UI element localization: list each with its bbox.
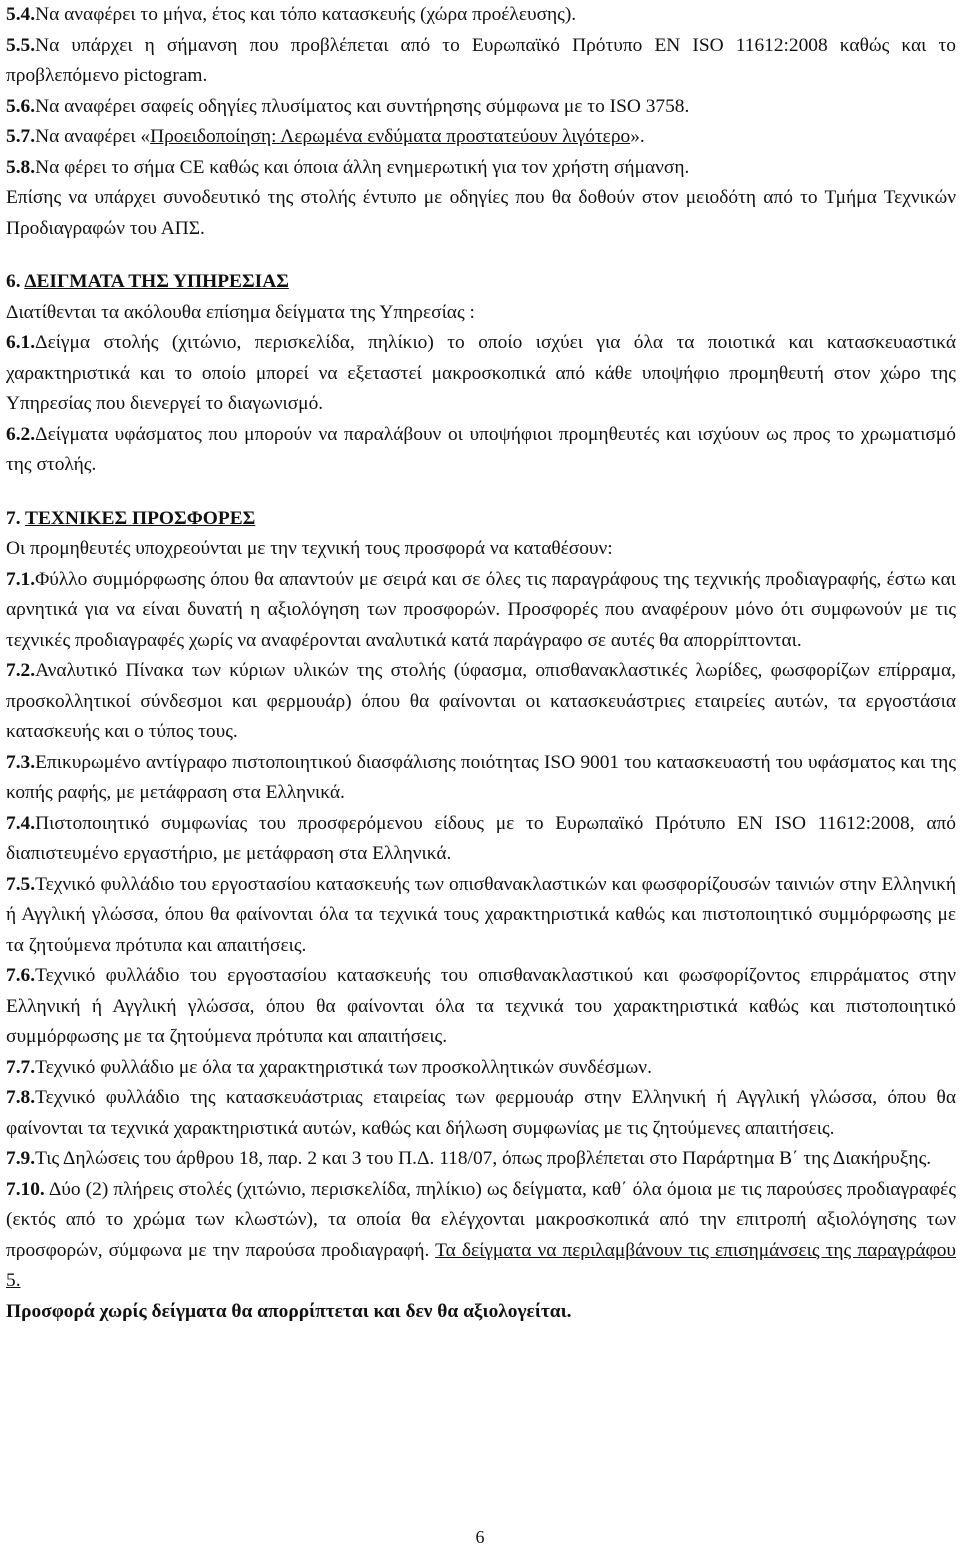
paragraph-accompanying-leaflet: Επίσης να υπάρχει συνοδευτικό της στολής έντυπο με οδηγίες που θα δοθούν στον μειοδότη από το Τμήμα Τεχνικών Προδιαγραφών του ΑΠΣ. xyxy=(6,187,956,239)
item-number: 6.2. xyxy=(6,423,36,445)
section-title: ΤΕΧΝΙΚΕΣ ΠΡΟΣΦΟΡΕΣ xyxy=(25,507,256,529)
item-text: ». xyxy=(630,126,645,147)
item-text: Πιστοποιητικό συμφωνίας του προσφερόμενου είδους με το Ευρωπαϊκό Πρότυπο ΕΝ ISO 11612:2008, από διαπιστευμένο εργαστήριο, με μετάφραση στα Ελληνικά. xyxy=(6,812,956,864)
closing-statement: Προσφορά χωρίς δείγματα θα απορρίπτεται και δεν θα αξιολογείται. xyxy=(6,1300,572,1322)
item-7-3 xyxy=(6,748,956,809)
item-6-2 xyxy=(6,420,956,481)
section-6-heading xyxy=(6,267,956,298)
item-5-6 xyxy=(6,92,956,123)
item-number: 7.7. xyxy=(6,1056,36,1078)
item-text: Τεχνικό φυλλάδιο του εργοστασίου κατασκευής των οπισθανακλαστικών και φωσφορίζουσών ταινιών στην Ελληνική ή Αγγλική γλώσσα, όπου θα φαίνονται όλα τα τεχνικά τους χαρακτηριστικά καθώς και πιστοποιητικό συμμόρφωσης με τα ζητούμενα πρότυπα και απαιτήσεις. xyxy=(6,873,956,956)
item-7-6 xyxy=(6,961,956,1053)
item-number: 7.5. xyxy=(6,873,36,895)
item-7-8 xyxy=(6,1083,956,1144)
item-text: Να υπάρχει η σήμανση που προβλέπεται από το Ευρωπαϊκό Πρότυπο ΕΝ ISO 11612:2008 καθώς και το προβλεπόμενο pictogram. xyxy=(6,34,956,86)
item-number: 7.10. xyxy=(6,1178,45,1200)
item-text: Δείγμα στολής (χιτώνιο, περισκελίδα, πηλίκιο) το οποίο ισχύει για όλα τα ποιοτικά και κατασκευαστικά χαρακτηριστικά και το οποίο μπορεί να εξεταστεί μακροσκοπικά από κάθε υποψήφιο προμηθευτή στον χώρο της Υπηρεσίας που διενεργεί το διαγωνισμό. xyxy=(6,332,956,414)
item-text: Αναλυτικό Πίνακα των κύριων υλικών της στολής (ύφασμα, οπισθανακλαστικές λωρίδες, φωσφορίζων επίρραμα, προσκολλητικοί σύνδεσμοι και φερμουάρ) όπου θα φαίνονται οι κατασκευάστριες εταιρείες αυτών, τα εργοστάσια κατασκευής και ο τύπος τους. xyxy=(6,660,956,742)
item-text-underlined: Τα δείγματα να περιλαμβάνουν τις επισημάνσεις της παραγράφου 5. xyxy=(6,1239,956,1291)
item-number: 5.6. xyxy=(6,95,36,117)
item-7-5 xyxy=(6,870,956,962)
section-6-intro: Διατίθενται τα ακόλουθα επίσημα δείγματα της Υπηρεσίας : xyxy=(6,301,475,323)
item-number: 7.6. xyxy=(6,965,36,986)
document-page xyxy=(6,0,956,1327)
item-text: Τεχνικό φυλλάδιο του εργοστασίου κατασκευής του οπισθανακλαστικού και φωσφορίζοντος επιρράματος στην Ελληνική ή Αγγλική γλώσσα, όπου θα φαίνονται όλα τα τεχνικά του χαρακτηριστικά καθώς και πιστοποιητικό συμμόρφωσης με τα ζητούμενα πρότυπα και απαιτήσεις. xyxy=(6,965,956,1047)
item-6-1 xyxy=(6,328,956,420)
item-number: 7.4. xyxy=(6,812,36,834)
item-7-1 xyxy=(6,565,956,657)
item-number: 7.9. xyxy=(6,1148,36,1169)
item-5-8 xyxy=(6,153,956,184)
item-text-underlined: Προειδοποίηση: Λερωμένα ενδύματα προστατεύουν λιγότερο xyxy=(150,126,631,147)
item-text: Τις Δηλώσεις του άρθρου 18, παρ. 2 και 3 του Π.Δ. 118/07, όπως προβλέπεται στο Παράρτημα Β΄ της Διακήρυξης. xyxy=(35,1148,932,1169)
item-text: Τεχνικό φυλλάδιο με όλα τα χαρακτηριστικά των προσκολλητικών συνδέσμων. xyxy=(35,1056,652,1078)
item-text: Να αναφέρει σαφείς οδηγίες πλυσίματος και συντήρησης σύμφωνα με το ISO 3758. xyxy=(35,95,690,117)
item-5-4 xyxy=(6,0,956,31)
item-number: 5.7. xyxy=(6,126,36,147)
item-text: Να φέρει το σήμα CE καθώς και όποια άλλη ενημερωτική για τον χρήστη σήμανση. xyxy=(35,156,690,178)
section-7-intro: Οι προμηθευτές υποχρεούνται με την τεχνική τους προσφορά να καταθέσουν: xyxy=(6,538,613,559)
item-text: Να αναφέρει « xyxy=(35,126,151,147)
item-7-7 xyxy=(6,1053,956,1084)
item-number: 5.5. xyxy=(6,34,36,56)
item-text: Επικυρωμένο αντίγραφο πιστοποιητικού διασφάλισης ποιότητας ISO 9001 του κατασκευαστή του υφάσματος και της κοπής ραφής, με μετάφραση στα Ελληνικά. xyxy=(6,751,956,803)
item-5-7 xyxy=(6,122,956,153)
item-number: 7.1. xyxy=(6,568,36,590)
item-text: Φύλλο συμμόρφωσης όπου θα απαντούν με σειρά και σε όλες τις παραγράφους της τεχνικής προδιαγραφής, έστω και αρνητικά για να είναι δυνατή η αξιολόγηση των προσφορών. Προσφορές που αναφέρουν μόνο ότι συμφωνούν με τις τεχνικές προδιαγραφές χωρίς να αναφέρονται αναλυτικά κατά παράγραφο σε αυτές θα απορρίπτονται. xyxy=(6,568,956,651)
item-number: 6.1. xyxy=(6,332,36,353)
section-title: ΔΕΙΓΜΑΤΑ ΤΗΣ ΥΠΗΡΕΣΙΑΣ xyxy=(24,271,289,292)
item-number: 7.2. xyxy=(6,660,36,681)
page-number: 6 xyxy=(475,1527,485,1547)
item-number: 5.8. xyxy=(6,156,36,178)
item-7-2 xyxy=(6,656,956,748)
section-number: 6. xyxy=(6,271,21,292)
item-text: Τεχνικό φυλλάδιο της κατασκευάστριας εταιρείας των φερμουάρ στην Ελληνική ή Αγγλική γλώσσα, όπου θα φαίνονται τα τεχνικά χαρακτηριστικά αυτών, καθώς και δήλωση συμφωνίας με τις ζητούμενες απαιτήσεις. xyxy=(6,1087,956,1139)
section-7-heading xyxy=(6,504,956,535)
item-number: 5.4. xyxy=(6,4,36,25)
item-text: Δύο (2) πλήρεις στολές (χιτώνιο, περισκελίδα, πηλίκιο) ως δείγματα, καθ΄ όλα όμοια με τις παρούσες προδιαγραφές (εκτός από το χρώμα των κλωστών), τα οποία θα ελέγχονται μακροσκοπικά από την επιτροπή αξιολόγησης των προσφορών, σύμφωνα με την παρούσα προδιαγραφή. xyxy=(6,1178,956,1261)
section-number: 7. xyxy=(6,507,21,529)
item-7-9 xyxy=(6,1144,956,1175)
item-5-5 xyxy=(6,31,956,92)
item-number: 7.8. xyxy=(6,1087,36,1108)
item-text: Δείγματα υφάσματος που μπορούν να παραλάβουν οι υποψήφιοι προμηθευτές και ισχύουν ως προς το χρωματισμό της στολής. xyxy=(6,423,956,475)
item-7-4 xyxy=(6,809,956,870)
item-7-10 xyxy=(6,1175,956,1297)
item-text: Να αναφέρει το μήνα, έτος και τόπο κατασκευής (χώρα προέλευσης). xyxy=(35,4,577,25)
item-number: 7.3. xyxy=(6,751,36,773)
